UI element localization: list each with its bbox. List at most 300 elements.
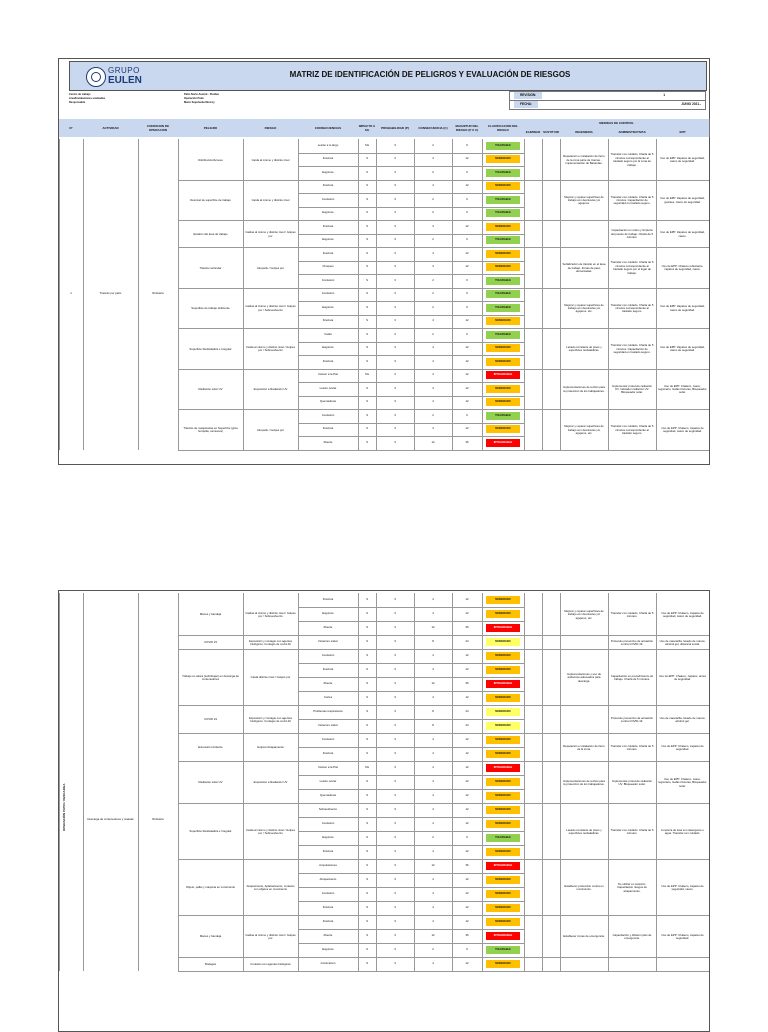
- cell-impacto: S: [366, 920, 368, 923]
- risk-class-badge: MODERADO: [486, 904, 520, 912]
- risk-class-badge: TOLERABLE: [486, 142, 520, 150]
- cell-impacto: S: [366, 319, 368, 323]
- document-title: MATRIZ DE IDENTIFICACIÓN DE PELIGROS Y EVALUACIÓN DE RIESGOS: [289, 70, 571, 79]
- column-divider: [560, 139, 561, 450]
- cell-impacto: S: [366, 682, 368, 685]
- cell-peligro: Manos y bandeja: [199, 934, 222, 939]
- cell-peligro: COVID 19: [204, 717, 217, 722]
- row-divider: [298, 436, 524, 437]
- cell-magnitud: 12: [465, 157, 469, 161]
- cell-probabilidad: 3: [394, 766, 396, 769]
- cell-consecuencia: 8: [432, 640, 434, 643]
- cell-impacto: S: [366, 346, 368, 350]
- cell-consecuencias: Quemaduras: [319, 794, 337, 797]
- cell-consecuencias: Lesión ocular: [319, 386, 337, 390]
- cell-probabilidad: 3: [394, 836, 396, 839]
- cell-consecuencia: 2: [432, 305, 434, 309]
- cell-epp: Uso de EPP: Zapatos de seguridad, casco de seguridad.: [660, 344, 705, 353]
- cell-consecuencias: Contusión: [321, 292, 335, 296]
- cell-magnitud: 6: [466, 836, 468, 839]
- cell-riesgo: Exposición a Radiación UV: [253, 780, 288, 785]
- cell-riesgo: Caída al mismo y distinto nivel / Golpes por / Sobreesfuerzo: [246, 344, 295, 353]
- cell-magnitud: 12: [465, 359, 469, 363]
- risk-class-badge: TOLERABLE: [486, 236, 520, 244]
- cell-administrativas: Transitar con cuidado. Charla de 5 minutos. Capacitación de seguridad en traslado seguro.: [610, 343, 654, 354]
- risk-class-badge: MODERADO: [486, 778, 520, 786]
- risk-class-badge: MODERADO: [486, 425, 520, 433]
- cell-ingenieria: Lavado constante de pisos y superficies resbaladizas.: [566, 827, 602, 835]
- cell-probabilidad: 3: [394, 668, 396, 671]
- cell-consecuencia: 8: [432, 724, 434, 727]
- cell-magnitud: 12: [465, 251, 469, 255]
- cell-ingenieria: Implementaciones y uso de andamios adecuados para descarga.: [566, 671, 602, 683]
- cell-consecuencia: 4: [432, 400, 434, 404]
- column-header-consecuencia: CONSECUENCIA (C): [414, 119, 453, 137]
- cell-consecuencias: Contusión: [321, 822, 335, 825]
- cell-magnitud: 6: [466, 413, 468, 417]
- cell-probabilidad: 3: [394, 332, 396, 336]
- column-divider: [482, 593, 483, 971]
- group-divider: [178, 247, 709, 248]
- cell-ingenieria: [562, 638, 606, 648]
- cell-administrativas: [610, 960, 654, 970]
- cell-magnitud: 12: [465, 319, 469, 323]
- risk-class-badge: TOLERABLE: [486, 209, 520, 217]
- row-divider: [298, 423, 524, 424]
- cell-condicion: Rutinaria: [152, 818, 164, 821]
- cell-probabilidad: 3: [394, 440, 396, 444]
- cell-impacto: S: [366, 654, 368, 657]
- cell-impacto: S: [366, 724, 368, 727]
- cell-consecuencias: Sobreesfuerzo: [318, 808, 338, 811]
- cell-riesgo: Caídas al mismo y distinto nivel / Golpes por: [245, 230, 296, 238]
- cell-probabilidad: 3: [394, 224, 396, 228]
- cell-consecuencia: 4: [432, 427, 434, 431]
- cell-consecuencia: 4: [432, 319, 434, 323]
- cell-riesgo: Caídas al mismo y distinto nivel / Golpes por: [245, 932, 296, 940]
- risk-class-badge: MODERADO: [486, 398, 520, 406]
- row-divider: [298, 677, 524, 678]
- cell-probabilidad: 3: [394, 427, 396, 431]
- cell-consecuencia: 2: [432, 292, 434, 296]
- cell-magnitud: 6: [466, 948, 468, 951]
- column-divider: [414, 593, 415, 971]
- row-divider: [298, 193, 524, 194]
- column-divider: [542, 139, 543, 450]
- cell-epp: Uso de EPP: Chaleco, zapatos de seguridad, casco de seguridad.: [661, 610, 704, 618]
- page-2: [0, 590, 768, 1024]
- cell-ingenieria: Señalización de tránsito en el área de trabajo. Zonas de paso demarcadas.: [562, 262, 606, 273]
- group-divider: [178, 328, 709, 329]
- column-header-sustituir: SUSTITUIR: [542, 127, 561, 137]
- cell-consecuencias: Lesión a lo largo: [317, 143, 339, 147]
- cell-administrativas: Transitar con cuidado. Charla de 5 minutos correspondiente al traslado seguro.: [610, 302, 654, 314]
- cell-consecuencia: 4: [432, 850, 434, 853]
- row-divider: [298, 207, 524, 208]
- cell-magnitud: 6: [466, 278, 468, 282]
- cell-n: 1: [70, 292, 72, 296]
- risk-class-badge: TOLERABLE: [486, 290, 520, 298]
- risk-class-badge: INTOLERABLE: [486, 680, 520, 688]
- row-divider: [298, 691, 524, 692]
- cell-magnitud: 6: [466, 197, 468, 201]
- cell-impacto: S: [366, 612, 368, 615]
- column-divider: [524, 139, 525, 450]
- cell-magnitud: 12: [465, 962, 469, 965]
- cell-impacto: S: [366, 197, 368, 201]
- row-divider: [298, 607, 524, 608]
- cell-consecuencia: 4: [432, 373, 434, 377]
- cell-consecuencias: Contusión: [321, 738, 335, 741]
- cell-consecuencia: 12: [431, 626, 435, 629]
- cell-impacto: S: [366, 400, 368, 404]
- fecha-box: FECHA: JUNIO 2021.-: [509, 100, 706, 110]
- cell-riesgo: Atropello / Golpes por: [256, 265, 285, 270]
- cell-administrativas: Transitar con cuidado. Charla de 5 minutos. Capacitación de seguridad en traslado seguro.: [610, 194, 654, 206]
- cell-probabilidad: 3: [394, 640, 396, 643]
- cell-probabilidad: 3: [394, 305, 396, 309]
- column-divider: [452, 139, 453, 450]
- column-divider: [243, 139, 244, 450]
- cell-epp: Uso de EPP: Chaleco, zapatos de seguridad, casco.: [661, 883, 704, 891]
- cell-riesgo: Exposición a Radiación UV: [253, 387, 288, 392]
- cell-consecuencias: Caída: [324, 332, 332, 336]
- group-divider: [178, 409, 709, 410]
- risk-class-badge: MODERADO: [486, 918, 520, 926]
- cell-probabilidad: 3: [394, 962, 396, 965]
- cell-consecuencias: Esguince: [322, 836, 334, 839]
- cell-administrativas: Implementar protocolo radiación UV. Bloqueador solar.: [612, 778, 652, 786]
- cell-probabilidad: 3: [394, 197, 396, 201]
- cell-peligro: COVID 19: [204, 640, 217, 645]
- cell-consecuencia: 2: [432, 836, 434, 839]
- cell-peligro: Escalón del área de trabajo: [193, 231, 228, 236]
- column-headers: [59, 119, 709, 137]
- risk-class-badge: MODERADO: [486, 806, 520, 814]
- group-divider: [178, 220, 709, 221]
- column-header-probabilidad: PROBABILIDAD (P): [376, 119, 415, 137]
- cell-consecuencia: 4: [432, 359, 434, 363]
- cell-magnitud: 6: [466, 332, 468, 336]
- cell-consecuencias: Deterioro salud: [318, 724, 338, 727]
- cell-peligro: Tránsito de maquinarias en Superficie (grúa horquilla, camiones): [183, 425, 238, 434]
- risk-class-badge: TOLERABLE: [486, 834, 520, 842]
- cell-administrativas: Transitar con cuidado. Charla de 5 minutos correspondiente al traslado seguro por la zona de trabajo.: [610, 152, 654, 167]
- group-divider: [178, 288, 709, 289]
- cell-probabilidad: 3: [394, 386, 396, 390]
- cell-magnitud: 12: [465, 738, 469, 741]
- cell-magnitud: 36: [465, 864, 469, 867]
- column-divider: [298, 593, 299, 971]
- cell-impacto: S: [366, 640, 368, 643]
- cell-probabilidad: 3: [394, 892, 396, 895]
- cell-probabilidad: 3: [394, 738, 396, 741]
- column-header-eliminar: ELIMINAR: [524, 127, 543, 137]
- revision-box: REVISION: 1: [509, 91, 706, 101]
- cell-peligro: Objeto, pallet y maquina en movimiento: [185, 885, 236, 890]
- cell-impacto: S: [366, 948, 368, 951]
- cell-consecuencias: Esguince: [322, 346, 334, 350]
- cell-probabilidad: 3: [394, 822, 396, 825]
- cell-consecuencia: 4: [432, 265, 434, 269]
- risk-class-badge: TOLERABLE: [486, 412, 520, 420]
- cell-impacto: S: [366, 794, 368, 797]
- cell-consecuencia: 4: [432, 251, 434, 255]
- risk-class-badge: MODERADO: [486, 610, 520, 618]
- risk-class-badge: MODERADO: [486, 182, 520, 190]
- cell-consecuencias: Fractura: [322, 224, 334, 228]
- column-divider: [376, 139, 377, 450]
- cell-impacto: S: [366, 292, 368, 296]
- cell-probabilidad: 3: [394, 864, 396, 867]
- cell-administrativas: Transitar con cuidado. Charla de 5 minutos correspondiente al traslado seguro por el lugar de trabajo.: [610, 260, 654, 275]
- column-header-n: N°: [59, 119, 84, 137]
- group-divider: [178, 915, 709, 916]
- cell-riesgo: Caída al mismo y distinto nivel: [251, 157, 290, 162]
- risk-class-badge: MODERADO: [486, 960, 520, 968]
- sheet-1: [58, 58, 710, 465]
- cell-magnitud: 24: [465, 710, 469, 713]
- cell-impacto: S: [366, 157, 368, 161]
- cell-consecuencias: Fractura: [322, 319, 334, 323]
- cell-magnitud: 12: [465, 427, 469, 431]
- cell-magnitud: 12: [465, 668, 469, 671]
- group-divider: [178, 733, 709, 734]
- cell-epp: Uso de EPP: Chaleco, zapatos de seguridad.: [661, 932, 704, 940]
- row-divider: [298, 873, 524, 874]
- cell-consecuencia: 2: [432, 332, 434, 336]
- cell-peligro: Bodegas: [204, 962, 217, 967]
- cell-magnitud: 12: [465, 654, 469, 657]
- cell-peligro: Extensión Incidente: [198, 745, 223, 750]
- cell-impacto: S: [366, 332, 368, 336]
- cell-consecuencias: Muerte: [323, 934, 333, 937]
- cell-epp: Uso de EPP: Zapatos de seguridad, guantes, casco de seguridad.: [660, 196, 705, 204]
- cell-ingenieria: Mejorar y reparar superficies de trabajo con desniveles y/o agujeros, etc.: [564, 302, 604, 314]
- risk-class-badge: MODERADO: [486, 820, 520, 828]
- cell-consecuencias: Quemaduras: [319, 400, 337, 404]
- column-divider: [83, 593, 84, 971]
- row-divider: [298, 355, 524, 356]
- cell-magnitud: 6: [466, 238, 468, 242]
- cell-consecuencias: Cáncer a la Piel: [318, 373, 338, 377]
- risk-class-badge: MODERADO: [486, 250, 520, 258]
- cell-consecuencia: 12: [431, 682, 435, 685]
- cell-peligro: Trabajo en altura (subir/bajar) en descarga de contenedores: [182, 673, 239, 681]
- cell-riesgo: Atrapamiento, Aplastamiento, contacto con objetos en movimiento: [246, 883, 295, 891]
- logo-icon: [86, 67, 106, 87]
- cell-magnitud: 12: [465, 766, 469, 769]
- risk-class-badge: MODERADO: [486, 694, 520, 702]
- row-divider: [298, 396, 524, 397]
- logo-text-top: GRUPO: [108, 66, 140, 75]
- cell-consecuencias: Esguince: [322, 238, 334, 242]
- risk-class-badge: MODERADO: [486, 385, 520, 393]
- cell-consecuencia: 4: [432, 386, 434, 390]
- cell-consecuencias: Fractura: [322, 850, 334, 853]
- cell-administrativas: Transitar con cuidado. Charla de 5 minutos.: [610, 743, 654, 751]
- side-label: OPERACIÓN PATIO / DESCARGA: [62, 783, 66, 831]
- cell-peligro: Superficie Resbaladiza e Irregular: [189, 829, 232, 834]
- row-divider: [298, 943, 524, 944]
- cell-consecuencias: Esguince: [322, 305, 334, 309]
- cell-probabilidad: 3: [394, 598, 396, 601]
- cell-consecuencia: 4: [432, 184, 434, 188]
- column-divider: [138, 593, 139, 971]
- cell-consecuencia: 4: [432, 808, 434, 811]
- cell-epp: Uso de mascarilla, lavado de manos, alcohol gel, distancia social.: [659, 638, 706, 646]
- column-divider: [59, 593, 60, 971]
- cell-probabilidad: 3: [394, 319, 396, 323]
- cell-administrativas: Protocolo preventivo de actuación contra COVID-19.: [610, 715, 654, 723]
- cell-consecuencias: Fractura: [322, 752, 334, 755]
- cell-consecuencia: 4: [432, 598, 434, 601]
- cell-peligro: Superficie de trabajo deficiente: [191, 306, 230, 311]
- cell-consecuencias: Contusión: [321, 278, 335, 282]
- cell-consecuencias: Atrapamiento: [319, 878, 337, 881]
- cell-riesgo: Contacto con agentes biológicos: [250, 962, 291, 967]
- cell-ingenieria: Establecer protección contra en movimiento.: [564, 883, 604, 891]
- cell-magnitud: 6: [466, 170, 468, 174]
- risk-class-badge: MODERADO: [486, 848, 520, 856]
- cell-magnitud: 12: [465, 878, 469, 881]
- info-row: Responsable Mario Sepulveda Monroy: [69, 101, 215, 104]
- cell-probabilidad: 3: [394, 238, 396, 242]
- group-divider: [178, 859, 709, 860]
- cell-magnitud: 12: [465, 752, 469, 755]
- cell-consecuencias: Fractura: [322, 359, 334, 363]
- cell-impacto: S: [366, 864, 368, 867]
- cell-consecuencias: Contusión: [321, 413, 335, 417]
- cell-consecuencias: Esguince: [322, 170, 334, 174]
- cell-probabilidad: 3: [394, 654, 396, 657]
- cell-ingenieria: Implementaciones de techos para la protección de los trabajadores.: [563, 385, 605, 393]
- cell-consecuencias: Intoxicación: [320, 962, 336, 965]
- cell-epp: Uso de EPP: Zapatos de seguridad, casco.: [660, 230, 705, 238]
- risk-class-badge: INTOLERABLE: [486, 764, 520, 772]
- column-header-actividad: ACTIVIDAD: [83, 119, 139, 137]
- risk-class-badge: MODERADO: [486, 596, 520, 604]
- column-divider: [358, 139, 359, 450]
- cell-consecuencia: 4: [432, 752, 434, 755]
- group-divider: [178, 803, 709, 804]
- cell-consecuencias: Muerte: [323, 440, 333, 444]
- column-divider: [298, 139, 299, 450]
- cell-magnitud: 12: [465, 780, 469, 783]
- title-banner: [69, 61, 707, 91]
- cell-consecuencias: Esguince: [322, 612, 334, 615]
- cell-ingenieria: Reparación e instalación de fierro de la zona.: [563, 743, 605, 751]
- cell-peligro: Radiación solar UV: [198, 387, 223, 392]
- risk-class-badge: MODERADO: [486, 638, 520, 646]
- cell-consecuencia: 2: [432, 948, 434, 951]
- cell-impacto: S: [366, 934, 368, 937]
- cell-consecuencias: Choques: [322, 265, 334, 269]
- risk-class-badge: MODERADO: [486, 263, 520, 271]
- cell-consecuencia: 2: [432, 238, 434, 242]
- cell-impacto: S: [366, 224, 368, 228]
- cell-consecuencia: 2: [432, 170, 434, 174]
- cell-consecuencias: Fractura: [322, 427, 334, 431]
- risk-class-badge: TOLERABLE: [486, 331, 520, 339]
- cell-consecuencias: Cortes: [323, 696, 333, 699]
- cell-probabilidad: 3: [394, 948, 396, 951]
- group-divider: [178, 369, 709, 370]
- cell-peligro: Desnivel de superficie de trabajo: [190, 198, 231, 203]
- row-divider: [298, 621, 524, 622]
- cell-probabilidad: 3: [394, 626, 396, 629]
- column-header-consecuencias: CONSECUENCIAS: [298, 119, 359, 137]
- risk-class-badge: MODERADO: [486, 736, 520, 744]
- cell-magnitud: 12: [465, 373, 469, 377]
- cell-consecuencia: 4: [432, 962, 434, 965]
- cell-consecuencias: Fractura: [322, 598, 334, 601]
- cell-riesgo: Caídas al mismo y distinto nivel / Golpes por / Sobreesfuerzo: [245, 610, 296, 618]
- group-divider: [178, 971, 709, 972]
- cell-peligro: Manos y bandeja: [199, 612, 222, 617]
- cell-magnitud: 12: [465, 400, 469, 404]
- column-header-magnitud: MAGNITUD DEL RIESGO (P X C): [452, 119, 483, 137]
- risk-class-badge: MODERADO: [486, 890, 520, 898]
- cell-magnitud: 6: [466, 143, 468, 147]
- cell-riesgo: Golpes/ Atrapamiento: [257, 745, 284, 750]
- cell-magnitud: 6: [466, 211, 468, 215]
- cell-consecuencia: 12: [431, 440, 435, 444]
- cell-consecuencias: Esguince: [322, 211, 334, 215]
- cell-impacto: S: [366, 906, 368, 909]
- column-header-impacto: IMPACTO A SG: [358, 119, 377, 137]
- cell-consecuencia: 4: [432, 612, 434, 615]
- cell-magnitud: 12: [465, 386, 469, 390]
- cell-impacto: S: [366, 878, 368, 881]
- cell-probabilidad: 3: [394, 251, 396, 255]
- cell-impacto: SG: [364, 373, 370, 377]
- cell-probabilidad: 3: [394, 346, 396, 350]
- cell-probabilidad: 3: [394, 292, 396, 296]
- group-divider: [178, 705, 709, 706]
- cell-probabilidad: 3: [394, 710, 396, 713]
- group-divider: [178, 761, 709, 762]
- cell-magnitud: 12: [465, 920, 469, 923]
- cell-magnitud: 36: [465, 934, 469, 937]
- cell-epp: Uso de EPP: Chaleco, casco, legionario, Gafas Oscuras, Bloqueador solar.: [658, 776, 707, 788]
- row-divider: [298, 929, 524, 930]
- info-row: Area/Instalaciones evaluadas Operación Patio: [69, 97, 204, 100]
- cell-impacto: S: [366, 836, 368, 839]
- cell-probabilidad: 3: [394, 170, 396, 174]
- cell-consecuencia: 2: [432, 143, 434, 147]
- cell-consecuencia: 4: [432, 766, 434, 769]
- cell-ingenieria: Establecer zonas de emergencia.: [563, 934, 605, 939]
- cell-impacto: S: [366, 386, 368, 390]
- cell-actividad: Tránsito por patio: [99, 292, 122, 296]
- cell-peligro: Superficie Resbaladiza e Irregular: [189, 346, 232, 351]
- cell-administrativas: Implementar protocolo radiación UV. Indicador radiación UV. Bloqueador solar.: [612, 383, 652, 395]
- cell-impacto: S: [366, 892, 368, 895]
- row-divider: [298, 261, 524, 262]
- cell-probabilidad: 3: [394, 850, 396, 853]
- risk-class-badge: INTOLERABLE: [486, 932, 520, 940]
- cell-impacto: S: [366, 170, 368, 174]
- cell-probabilidad: 3: [394, 400, 396, 404]
- cell-ingenieria: Mejorar y reparar superficies de trabajo con desniveles y/o agujeros.: [564, 194, 604, 206]
- column-divider: [376, 593, 377, 971]
- cell-administrativas: Capacitación en orden y limpieza del puesto de trabajo. Charla de 5 minutos.: [610, 228, 654, 240]
- cell-ingenieria: Lavado constante de pisos y superficies resbaladizas.: [566, 344, 602, 353]
- cell-consecuencia: 4: [432, 668, 434, 671]
- cell-administrativas: Transitar con cuidado. Charla de 5 minutos.: [610, 827, 654, 835]
- column-divider: [178, 139, 179, 450]
